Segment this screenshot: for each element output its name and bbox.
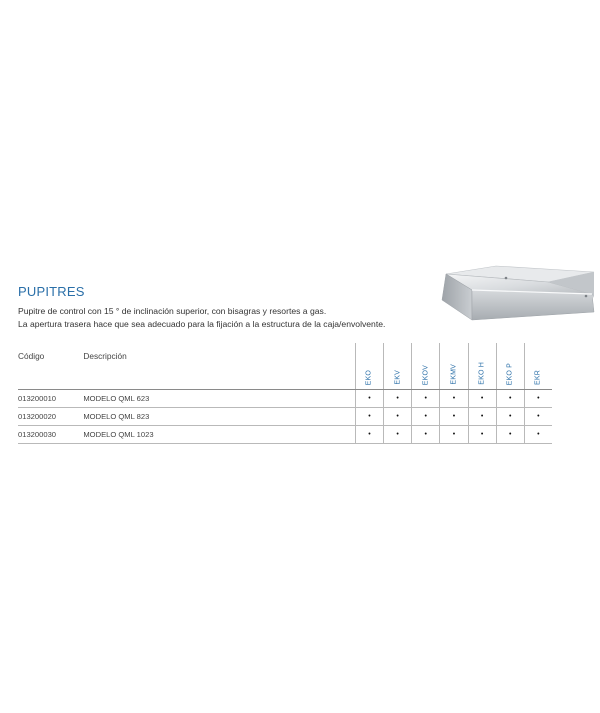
description-line-2: La apertura trasera hace que sea adecuado para la fijación a la estructura de la caja/envolvente. [18,319,386,329]
header-col-label: EKO H [478,362,486,385]
availability-dot: • [355,426,383,444]
header-col-label: EKR [534,370,542,385]
availability-dot: • [524,390,552,408]
product-table [18,343,552,444]
header-col-label: EKMV [450,364,458,385]
header-col-eko-h [468,343,496,390]
availability-dot: • [412,390,440,408]
availability-dot: • [440,408,468,426]
row-description: MODELO QML 623 [83,390,355,408]
availability-dot: • [355,390,383,408]
header-code: Código [18,343,83,390]
availability-dot: • [440,390,468,408]
header-col-ekov [412,343,440,390]
header-col-label: EKO P [506,362,514,385]
availability-dot: • [524,426,552,444]
row-description: MODELO QML 823 [83,408,355,426]
section-title: PUPITRES [18,284,85,299]
header-col-eko [355,343,383,390]
description-line-1: Pupitre de control con 15 ° de inclinación superior, con bisagras y resortes a gas. [18,306,327,316]
availability-dot: • [524,408,552,426]
product-image [436,262,596,324]
row-code: 013200010 [18,390,83,408]
section-description [18,305,385,331]
availability-dot: • [355,408,383,426]
availability-dot: • [384,408,412,426]
header-col-label: EKOV [422,364,430,385]
table-row [18,408,552,426]
header-col-label: EKV [394,370,402,385]
availability-dot: • [468,390,496,408]
availability-dot: • [384,426,412,444]
header-description: Descripción [83,343,355,390]
header-col-ekmv [440,343,468,390]
availability-dot: • [496,426,524,444]
row-code: 013200030 [18,426,83,444]
availability-dot: • [496,390,524,408]
availability-dot: • [412,408,440,426]
header-col-ekr [524,343,552,390]
row-description: MODELO QML 1023 [83,426,355,444]
availability-dot: • [412,426,440,444]
availability-dot: • [440,426,468,444]
header-col-ekv [384,343,412,390]
availability-dot: • [496,408,524,426]
availability-dot: • [468,426,496,444]
table-row [18,426,552,444]
table-header-row [18,343,552,390]
row-code: 013200020 [18,408,83,426]
availability-dot: • [468,408,496,426]
header-col-eko-p [496,343,524,390]
availability-dot: • [384,390,412,408]
header-col-label: EKO [365,369,373,385]
table-row [18,390,552,408]
